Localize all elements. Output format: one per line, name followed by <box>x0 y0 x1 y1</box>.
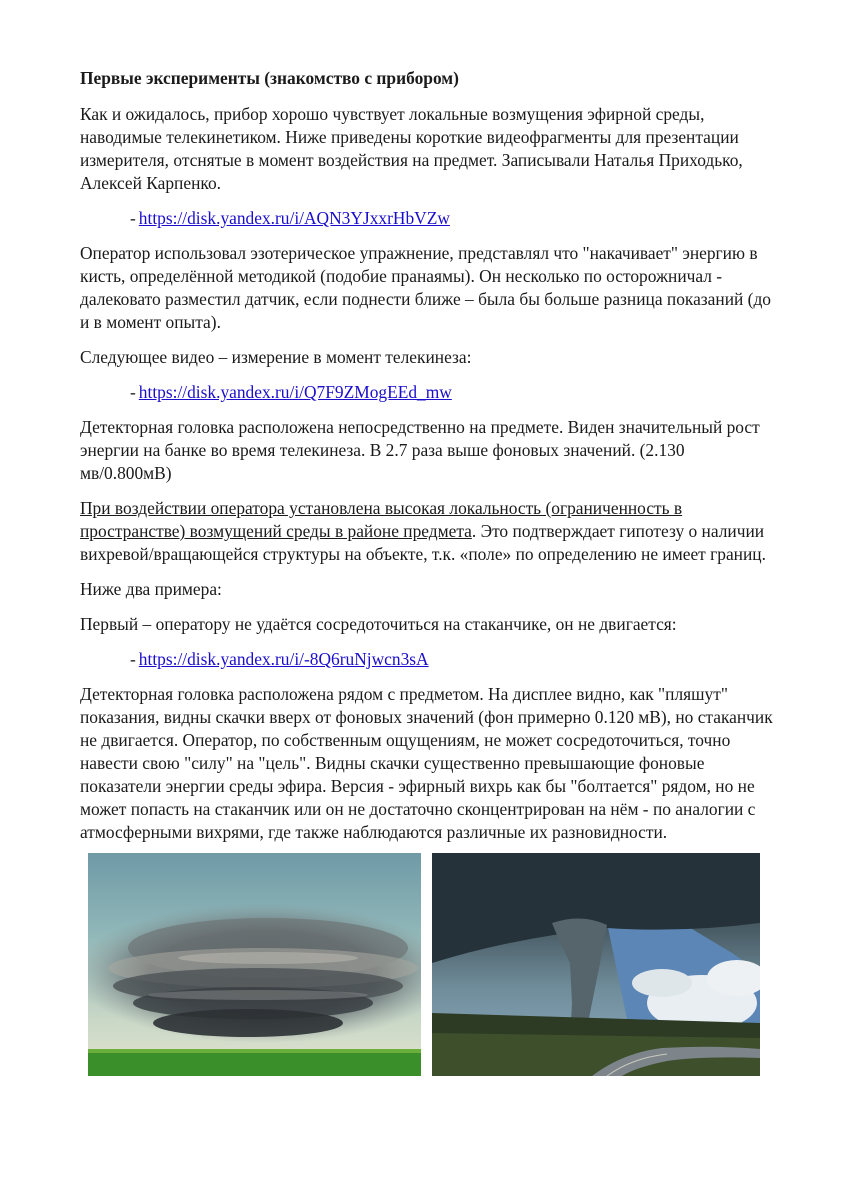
video-link-3[interactable]: https://disk.yandex.ru/i/-8Q6ruNjwcn3sA <box>138 649 429 669</box>
link-line-1 <box>130 207 780 230</box>
document-body <box>80 65 780 856</box>
list-dash: - <box>130 208 136 228</box>
paragraph-next-video: Следующее видео – измерение в момент телекинеза: <box>80 347 472 367</box>
video-link-1[interactable]: https://disk.yandex.ru/i/AQN3YJxxrHbVZw <box>138 208 450 228</box>
link-line-2 <box>130 381 780 404</box>
locality-continuation: . Это подтверждает гипотезу о наличии вихревой/вращающейся структуры на объекте, т.к. «поле» по определению не имеет границ. <box>80 521 766 564</box>
link-line-3 <box>130 648 780 671</box>
video-link-2[interactable]: https://disk.yandex.ru/i/Q7F9ZMogEEd_mw <box>138 382 452 402</box>
list-dash: - <box>130 649 136 669</box>
image-row <box>88 853 760 1077</box>
paragraph-intro: Как и ожидалось, прибор хорошо чувствует локальные возмущения эфирной среды, наводимые телекинетиком. Ниже приведены короткие видеофрагменты для презентации измерителя, отснятые в момент воздействия на предмет. Записывали Наталья Приходько, Алексей Карпенко. <box>80 104 743 193</box>
section-heading: Первые эксперименты (знакомство с прибором) <box>80 68 459 88</box>
underlined-statement: При воздействии оператора установлена высокая локальность (ограниченность в пространстве) возмущений среды в районе предмета <box>80 498 683 541</box>
paragraph-two-examples: Ниже два примера: <box>80 579 222 599</box>
paragraph-detector-on-object: Детекторная головка расположена непосредственно на предмете. Виден значительный рост энергии на банке во время телекинеза. В 2.7 раза выше фоновых значений. (2.130 мв/0.800мВ) <box>80 417 760 483</box>
supercell-photo <box>88 853 421 1076</box>
paragraph-operator: Оператор использовал эзотерическое упражнение, представлял что "накачивает" энергию в кисть, определённой методикой (подобие пранаямы). Он несколько по осторожничал - далековато разместил датчик, если поднести ближе – была бы больше разница показаний (до и в момент опыта). <box>80 243 771 332</box>
paragraph-locality <box>80 497 780 566</box>
paragraph-detector-near-object: Детекторная головка расположена рядом с предметом. На дисплее видно, как "пляшут" показания, видны скачки вверх от фоновых значений (фон примерно 0.120 мВ), но стаканчик не двигается. Оператор, по собственным ощущениям, не может сосредоточиться, точно навести свою "силу" на "цель". Видны скачки существенно превышающие фоновые показатели энергии среды эфира. Версия - эфирный вихрь как бы "болтается" рядом, но не может попасть на стаканчик или он не достаточно сконцентрирован на нём - по аналогии с атмосферными вихрями, где также наблюдаются различные их разновидности. <box>80 684 773 842</box>
tornado-photo <box>432 853 760 1076</box>
paragraph-first-example: Первый – оператору не удаётся сосредоточиться на стаканчике, он не двигается: <box>80 614 677 634</box>
list-dash: - <box>130 382 136 402</box>
